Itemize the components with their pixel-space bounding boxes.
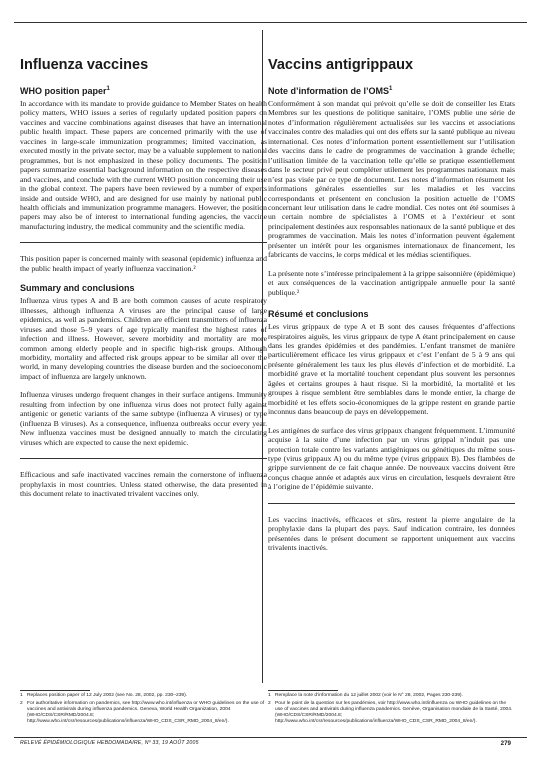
french-footnote-2-number: 2 [268, 701, 271, 707]
french-position-heading-footnote-ref: 1 [389, 86, 393, 92]
french-footnotes [268, 690, 515, 725]
english-intro-paragraph: In accordance with its mandate to provide guidance to Member States on health policy matters, WHO issues a series of regularly updated position papers on vaccines and vaccine combinations against diseases that have an international public health impact. These papers are concerned primarily with the use of vaccines in large-scale immunization programmes; limited vaccination, as executed mostly in the private sector, may be a valuable supplement to national programmes, but is not emphasized in these policy documents. The position papers summarize essential background information on the respective diseases and vaccines, and conclude with the current WHO position concerning their use in the global context. The papers have been reviewed by a number of experts inside and outside WHO, and are designed for use mainly by national public health officials and immunization programme managers. However, the position papers may also be of interest to international funding agencies, the vaccine manufacturing industry, the medical community and the scientific media. [20, 99, 267, 231]
french-intro-paragraph: Conformément à son mandat qui prévoit qu’elle se doit de conseiller les Etats Membres sur les questions de politique sanitaire, l’OMS publie une série de notes d’information régulièrement actualisées sur les vaccins et associations vaccinales contre des maladies qui ont des effets sur la santé publique au niveau international. Ces notes d’information portent essentiellement sur l’utilisation des vaccins dans le cadre de programmes de vaccination à grande échelle; l’utilisation limitée de la vaccination telle qu’elle se pratique essentiellement dans le secteur privé peut compléter utilement les programmes nationaux mais n’est pas visée par ce type de document. Les notes d’information résument les informations générales essentielles sur les maladies et les vaccins correspondants et présentent en conclusion la position actuelle de l’OMS concernant leur utilisation dans le cadre mondial. Ces notes ont été soumises à un certain nombre de spécialistes à l’OMS et à l’extérieur et sont principalement destinées aux responsables nationaux de la santé publique et des programmes de vaccination. Mais les notes d’information peuvent également présenter un intérêt pour les organismes internationaux de financement, les fabricants de vaccins, le corps médical et les médias scientifiques. [268, 99, 515, 260]
english-position-heading-footnote-ref: 1 [106, 86, 110, 92]
french-summary-paragraph-2: Les antigènes de surface des virus grippaux changent fréquemment. L’immunité acquise à la suite d’une infection par un virus grippal n’induit pas une protection totale contre les variants antigéniques ou génétiques du même sous-type (virus grippaux A) ou du même type (virus grippaux B). Des flambées de grippe surviennent de ce fait chaque année. De nouveaux vaccins doivent être conçus chaque année et adaptés aux virus en circulation, lesquels devraient être à l’origine de l’épidémie suivante. [268, 425, 515, 492]
french-scope-paragraph: La présente note s’intéresse principalement à la grippe saisonnière (épidémique) et aux conséquences de la vaccination antigrippale annuelle pour la santé publique.² [268, 268, 515, 297]
english-footnote-2-number: 2 [20, 701, 23, 707]
english-footnotes [20, 690, 267, 725]
english-vaccines-paragraph: Efficacious and safe inactivated vaccines remain the cornerstone of influenza prophylaxis in most countries. Unless stated otherwise, the data presented in this document relate to inactivated trivalent vaccines only. [20, 470, 267, 498]
french-title: Vaccins antigrippaux [268, 57, 414, 73]
english-scope-paragraph: This position paper is concerned mainly with seasonal (epidemic) influenza and the public health impact of yearly influenza vaccination.² [20, 254, 267, 273]
english-vaccines-section [20, 458, 267, 498]
french-summary-paragraph-1: Les virus grippaux de type A et B sont des causes fréquentes d’affections respiratoires aiguës, les virus grippaux de type A étant principalement en cause dans les grandes épidémies et des pandémies. L’enfant transmet de manière particulièrement efficace les virus grippaux et c’est l’enfant de 5 à 9 ans qui présente généralement les taux les plus élevés d’infection et de morbidité. La morbidité grave et la mortalité touchent cependant plus souvent les personnes âgées et certains groupes à haut risque. Si la morbidité, la mortalité et les groupes à risque semblent être semblables dans le monde entier, la charge de morbidité et les effets socio-économiques de la grippe restent en grande partie inconnus dans beaucoup de pays en développement. [268, 322, 515, 417]
french-footnote-rule [268, 690, 338, 691]
english-position-heading [20, 84, 267, 97]
english-footnote-2 [20, 701, 267, 725]
french-position-heading-text: Note d’information de l’OMS [268, 86, 389, 96]
english-scope-section [20, 242, 267, 273]
french-vaccines-section [268, 503, 515, 553]
english-title: Influenza vaccines [20, 57, 149, 73]
english-footnote-2-text: For authoritative information on pandemics, see http://www.who.int/influenza or WHO guidelines on the use of vaccines and antivirals during influenza pandemics. Geneva, World Health Organization, 2004 (WHO/CDS/CSR/RMD/2004.8; http://www.who.int/csr/resources/publications/influenza/WHO_CDS_CSR_RMD_2004_8/en/). [27, 701, 265, 725]
french-footnote-1-number: 1 [268, 693, 271, 698]
english-footnote-1-number: 1 [20, 693, 23, 698]
french-footnote-2 [268, 701, 515, 725]
top-rule [14, 22, 527, 23]
bottom-rule [14, 737, 527, 738]
french-position-heading [268, 84, 515, 97]
french-footnote-1 [268, 693, 515, 699]
english-summary-paragraph-2: Influenza viruses undergo frequent changes in their surface antigens. Immunity resulting from infection by one influenza virus does not protect fully against antigenic or genetic variants of the same subtype (influenza A viruses) or type (influenza B viruses). As a consequence, influenza outbreaks occur every year. New influenza vaccines must be designed annually to match the circulating viruses which are expected to cause the next epidemic. [20, 390, 267, 447]
french-column [268, 30, 515, 553]
french-footnote-2-text: Pour le point de la question sur les pandémies, voir http://www.who.int/influenza ou WHO guidelines on the use of vaccines and antivirals during influenza pandemics. Genève, Organisation mondiale de la Santé, 2004. (WHO/CDS/CSR/RMD/2004.8; http://www.who.int/csr/resources/publications/influenza/WHO_CDS_CSR_RMD_2004_8/en/). [275, 701, 513, 725]
english-footnote-1-text: Replaces position paper of 12 July 2002 (see No. 28, 2002, pp. 230–239). [27, 693, 188, 698]
english-position-heading-text: WHO position paper [20, 86, 107, 96]
french-footnote-1-text: Remplace la note d’information du 12 juillet 2002 (voir le N° 28, 2002, Pages 230-239). [275, 693, 463, 698]
english-summary-paragraph-1: Influenza virus types A and B are both common causes of acute respiratory illnesses, although influenza A viruses are the principal cause of large epidemics, as well as pandemics. Children are efficient transmitters of influenza viruses and those 5–9 years of age typically manifest the highest rates of infection and illness. However, severe morbidity and mortality are more common among elderly people and in specific high-risk groups. Although morbidity, mortality and affected risk groups appear to be similar all over the world, in many developing countries the disease burden and the socioeconomic impact of influenza are largely unknown. [20, 296, 267, 381]
page-number: 279 [500, 740, 511, 747]
french-summary-heading: Résumé et conclusions [268, 309, 369, 320]
english-column [20, 30, 267, 498]
running-footer: RELEVÉ ÉPIDÉMIOLOGIQUE HEBDOMADAIRE, Nº 33, 19 AOÛT 2005 [20, 740, 199, 746]
english-footnote-rule [20, 690, 90, 691]
english-summary-heading: Summary and conclusions [20, 283, 135, 294]
english-footnote-1 [20, 693, 267, 699]
french-vaccines-paragraph: Les vaccins inactivés, efficaces et sûrs, restent la pierre angulaire de la prophylaxie dans la plupart des pays. Sauf indication contraire, les données présentées dans le présent document se rapportent uniquement aux vaccins trivalents inactivés. [268, 514, 515, 553]
